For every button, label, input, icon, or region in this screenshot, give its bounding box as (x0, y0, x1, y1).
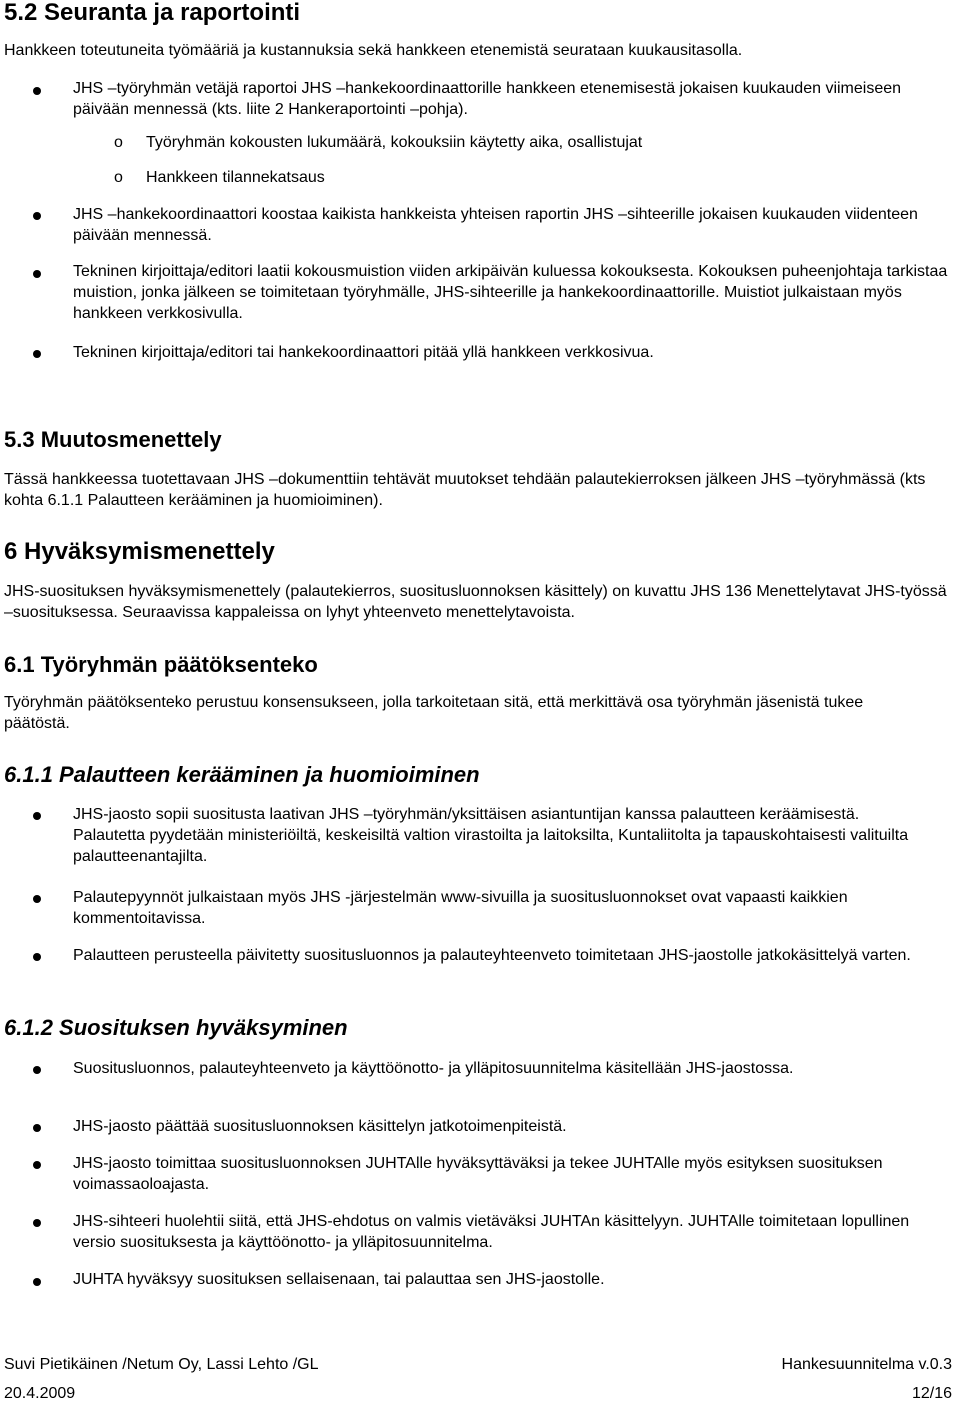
list-item: Palautepyynnöt julkaistaan myös JHS -järjestelmän www-sivuilla ja suositusluonnokset ovat vapaasti kaikkien kommentoitavissa. (73, 889, 848, 927)
circle-bullet-icon: o (114, 169, 123, 186)
footer-document-name: Hankesuunnitelma v.0.3 (781, 1356, 952, 1373)
list-item: JHS –hankekoordinaattori koostaa kaikista hankkeista yhteisen raportin JHS –sihteerille jokaisen kuukauden viidenteen päivään mennessä. (73, 206, 918, 244)
heading-6: 6 Hyväksymismenettely (4, 538, 275, 565)
bullet-icon (33, 895, 41, 903)
list-item: Suositusluonnos, palauteyhteenveto ja käyttöönotto- ja ylläpitosuunnitelma käsitellään JHS-jaostossa. (73, 1060, 794, 1077)
list-item: Palautteen perusteella päivitetty suositusluonnos ja palauteyhteenveto toimitetaan JHS-jaostolle jatkokäsittelyä varten. (73, 947, 911, 964)
list-item: JHS-jaosto sopii suositusta laativan JHS –työryhmän/yksittäisen asiantuntijan kanssa palautteen keräämisestä. Palautetta pyydetään ministeriöiltä, keskeisiltä valtion virastoilta ja laitoksilta, Kuntaliitolta ja tapauskohtaisesti valituilta palautteenantajilta. (73, 806, 909, 865)
bullet-icon (33, 1278, 41, 1286)
list-item: JHS-jaosto päättää suositusluonnoksen käsittelyn jatkotoimenpiteistä. (73, 1118, 567, 1135)
paragraph-5-2-intro: Hankkeen toteutuneita työmääriä ja kustannuksia sekä hankkeen etenemistä seurataan kuukausitasolla. (4, 42, 743, 59)
list-item: JHS-jaosto toimittaa suositusluonnoksen JUHTAlle hyväksyttäväksi ja tekee JUHTAlle myös esityksen suosituksen voimassaoloajasta. (73, 1155, 883, 1193)
list-item: JHS-sihteeri huolehtii siitä, että JHS-ehdotus on valmis vietäväksi JUHTAn käsittelyyn. JUHTAlle toimitetaan lopullinen versio suosituksesta ja käyttöönotto- ja ylläpitosuunnitelma. (73, 1213, 910, 1251)
bullet-icon (33, 1066, 41, 1074)
bullet-icon (33, 270, 41, 278)
bullet-icon (33, 1124, 41, 1132)
paragraph-6: JHS-suosituksen hyväksymismenettely (palautekierros, suositusluonnoksen käsittely) on kuvattu JHS 136 Menettelytavat JHS-työssä –suosituksessa. Seuraavissa kappaleissa on lyhyt yhteenveto menettelytavoista. (4, 583, 947, 621)
circle-bullet-icon: o (114, 134, 123, 151)
heading-6-1-1: 6.1.1 Palautteen kerääminen ja huomioiminen (4, 762, 480, 787)
list-item: JUHTA hyväksyy suosituksen sellaisenaan, tai palauttaa sen JHS-jaostolle. (73, 1271, 605, 1288)
footer-page-number: 12/16 (911, 1385, 952, 1402)
heading-6-1-2: 6.1.2 Suosituksen hyväksyminen (4, 1015, 348, 1040)
paragraph-6-1: Työryhmän päätöksenteko perustuu konsensukseen, jolla tarkoitetaan sitä, että merkittävä osa työryhmän jäsenistä tukee päätöstä. (4, 694, 864, 732)
list-item: Tekninen kirjoittaja/editori laatii kokousmuistion viiden arkipäivän kuluessa kokouksesta. Kokouksen puheenjohtaja tarkistaa muistion, jonka jälkeen se toimitetaan työryhmälle, JHS-sihteerille ja hankekoordinaattorille. Muistiot julkaistaan myös hankkeen verkkosivulla. (73, 263, 948, 322)
bullet-icon (33, 350, 41, 358)
heading-5-2: 5.2 Seuranta ja raportointi (4, 0, 301, 26)
heading-6-1: 6.1 Työryhmän päätöksenteko (4, 652, 318, 677)
bullet-icon (33, 953, 41, 961)
heading-5-3: 5.3 Muutosmenettely (4, 427, 222, 452)
list-item: Tekninen kirjoittaja/editori tai hankekoordinaattori pitää yllä hankkeen verkkosivua. (73, 344, 654, 361)
bullet-icon (33, 812, 41, 820)
list-item: JHS –työryhmän vetäjä raportoi JHS –hankekoordinaattorille hankkeen etenemisestä jokaisen kuukauden viimeiseen päivään mennessä (kts. liite 2 Hankeraportointi –pohja). (73, 80, 902, 118)
sub-list-item: Hankkeen tilannekatsaus (146, 169, 325, 186)
footer-authors: Suvi Pietikäinen /Netum Oy, Lassi Lehto /GL (4, 1356, 319, 1373)
footer-date: 20.4.2009 (4, 1385, 76, 1402)
bullet-icon (33, 1161, 41, 1169)
bullet-icon (33, 1219, 41, 1227)
sub-list-item: Työryhmän kokousten lukumäärä, kokouksiin käytetty aika, osallistujat (146, 134, 643, 151)
bullet-icon (33, 87, 41, 95)
paragraph-5-3: Tässä hankkeessa tuotettavaan JHS –dokumenttiin tehtävät muutokset tehdään palautekierroksen jälkeen JHS –työryhmässä (kts kohta 6.1.1 Palautteen kerääminen ja huomioiminen). (4, 471, 926, 509)
bullet-icon (33, 212, 41, 220)
